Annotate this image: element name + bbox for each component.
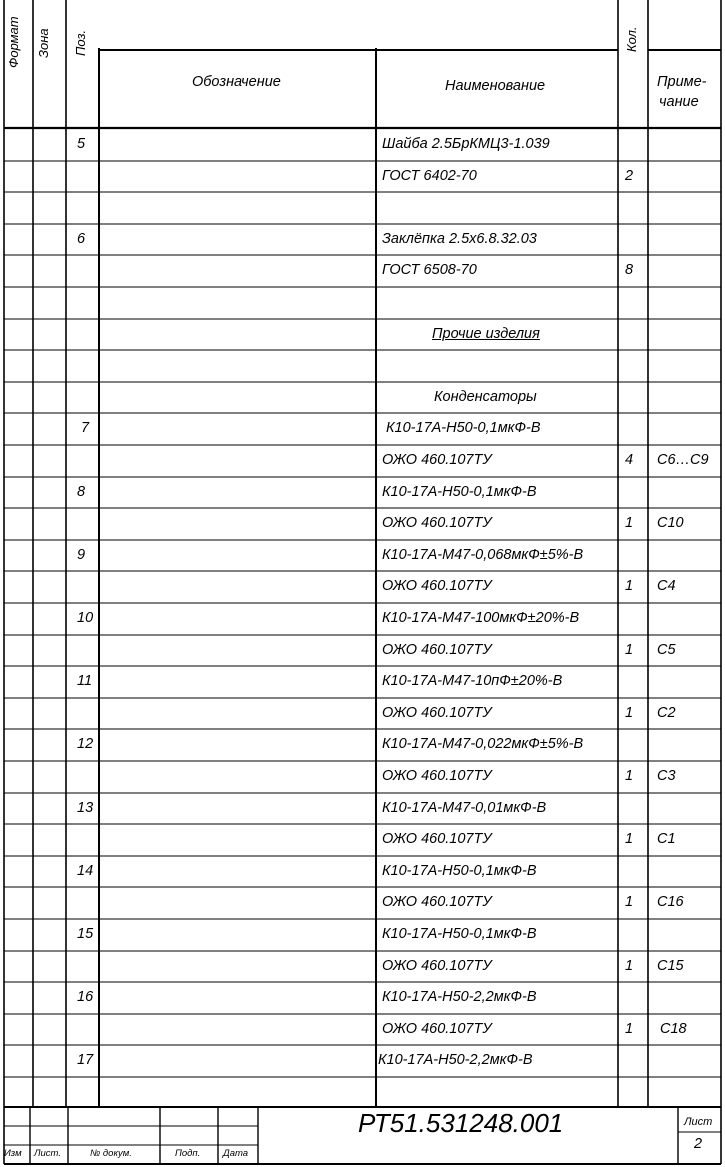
row-name: К10-17А-М47-10пФ±20%-В: [382, 673, 563, 690]
header-format: Формат: [6, 16, 21, 68]
row-pos: 7: [81, 420, 90, 437]
sheet-label: Лист: [684, 1116, 713, 1128]
row-name: ОЖО 460.107ТУ: [382, 704, 492, 721]
row-name: К10-17А-М47-100мкФ±20%-В: [382, 610, 580, 626]
row-pos: 9: [77, 546, 86, 563]
row-note: С1: [657, 831, 676, 848]
row-note: С16: [657, 894, 684, 911]
row-name: К10-17А-Н50-0,1мкФ-В: [382, 483, 537, 500]
row-name: К10-17А-Н50-2,2мкФ-В: [378, 1052, 533, 1069]
row-name: ОЖО 460.107ТУ: [382, 957, 492, 974]
row-name: ОЖО 460.107ТУ: [382, 831, 492, 848]
title-col-date: Дата: [223, 1148, 249, 1159]
row-pos: 12: [77, 736, 94, 753]
title-col-sign: Подп.: [175, 1148, 201, 1159]
title-col-doc: № докум.: [90, 1148, 132, 1159]
row-name: ГОСТ 6402-70: [382, 167, 477, 184]
row-name: К10-17А-Н50-0,1мкФ-В: [382, 862, 537, 879]
row-qty: 1: [625, 894, 634, 911]
document-number: РТ51.531248.001: [358, 1108, 564, 1138]
row-name: ОЖО 460.107ТУ: [382, 1020, 492, 1037]
header-qty: Кол.: [624, 26, 639, 52]
row-name: К10-17А-Н50-2,2мкФ-В: [382, 989, 537, 1006]
header-note-line2: чание: [659, 94, 699, 110]
row-name: Заклёпка 2.5х6.8.32.03: [382, 230, 537, 247]
sheet-number: 2: [694, 1136, 703, 1152]
row-qty: 4: [625, 452, 634, 468]
row-name: ОЖО 460.107ТУ: [382, 641, 492, 658]
row-qty: 1: [625, 704, 634, 721]
row-pos: 13: [77, 799, 94, 816]
row-name: К10-17А-Н50-0,1мкФ-В: [382, 926, 537, 942]
row-qty: 1: [625, 768, 634, 784]
row-name: К10-17А-М47-0,068мкФ±5%-В: [382, 546, 584, 563]
row-qty: 8: [625, 262, 634, 279]
header-designation: Обозначение: [192, 74, 281, 90]
row-qty: 1: [625, 957, 634, 974]
row-pos: 11: [77, 673, 93, 690]
header-zone: Зона: [36, 28, 51, 58]
row-pos: 17: [77, 1052, 94, 1069]
title-col-izm: Изм: [4, 1148, 22, 1159]
row-qty: 1: [625, 578, 634, 595]
header-name: Наименование: [445, 78, 546, 94]
row-name: ОЖО 460.107ТУ: [382, 452, 492, 468]
row-pos: 5: [77, 136, 86, 152]
row-note: С6…С9: [657, 452, 709, 468]
row-qty: 1: [625, 515, 634, 532]
row-qty: 2: [625, 167, 634, 184]
title-col-list: Лист.: [34, 1148, 61, 1159]
row-pos: 15: [77, 926, 94, 942]
row-name: ОЖО 460.107ТУ: [382, 515, 492, 532]
row-name: К10-17А-М47-0,022мкФ±5%-В: [382, 736, 584, 753]
row-name: К10-17А-Н50-0,1мкФ-В: [386, 420, 541, 437]
row-note: С5: [657, 641, 676, 658]
row-note: С10: [657, 515, 684, 532]
row-name: К10-17А-М47-0,01мкФ-В: [382, 799, 547, 816]
row-note: С15: [657, 957, 684, 974]
row-name: Шайба 2.5БрКМЦ3-1.039: [382, 136, 550, 152]
row-pos: 6: [77, 230, 86, 247]
row-pos: 16: [77, 989, 94, 1006]
row-note: С4: [657, 578, 676, 595]
row-pos: 8: [77, 483, 86, 500]
row-note: С18: [660, 1020, 687, 1037]
row-name: ГОСТ 6508-70: [382, 262, 477, 279]
row-name: Конденсаторы: [434, 388, 537, 405]
header-note-line1: Приме-: [657, 74, 707, 90]
row-qty: 1: [625, 641, 634, 658]
row-qty: 1: [625, 831, 634, 848]
row-qty: 1: [625, 1020, 634, 1037]
row-note: С3: [657, 768, 676, 784]
header-pos: Поз.: [73, 29, 88, 56]
row-name: ОЖО 460.107ТУ: [382, 768, 492, 784]
row-note: С2: [657, 704, 676, 721]
row-name: Прочие изделия: [432, 325, 540, 342]
row-name: ОЖО 460.107ТУ: [382, 894, 492, 911]
row-name: ОЖО 460.107ТУ: [382, 578, 492, 595]
row-pos: 14: [77, 862, 94, 879]
row-pos: 10: [77, 610, 94, 626]
